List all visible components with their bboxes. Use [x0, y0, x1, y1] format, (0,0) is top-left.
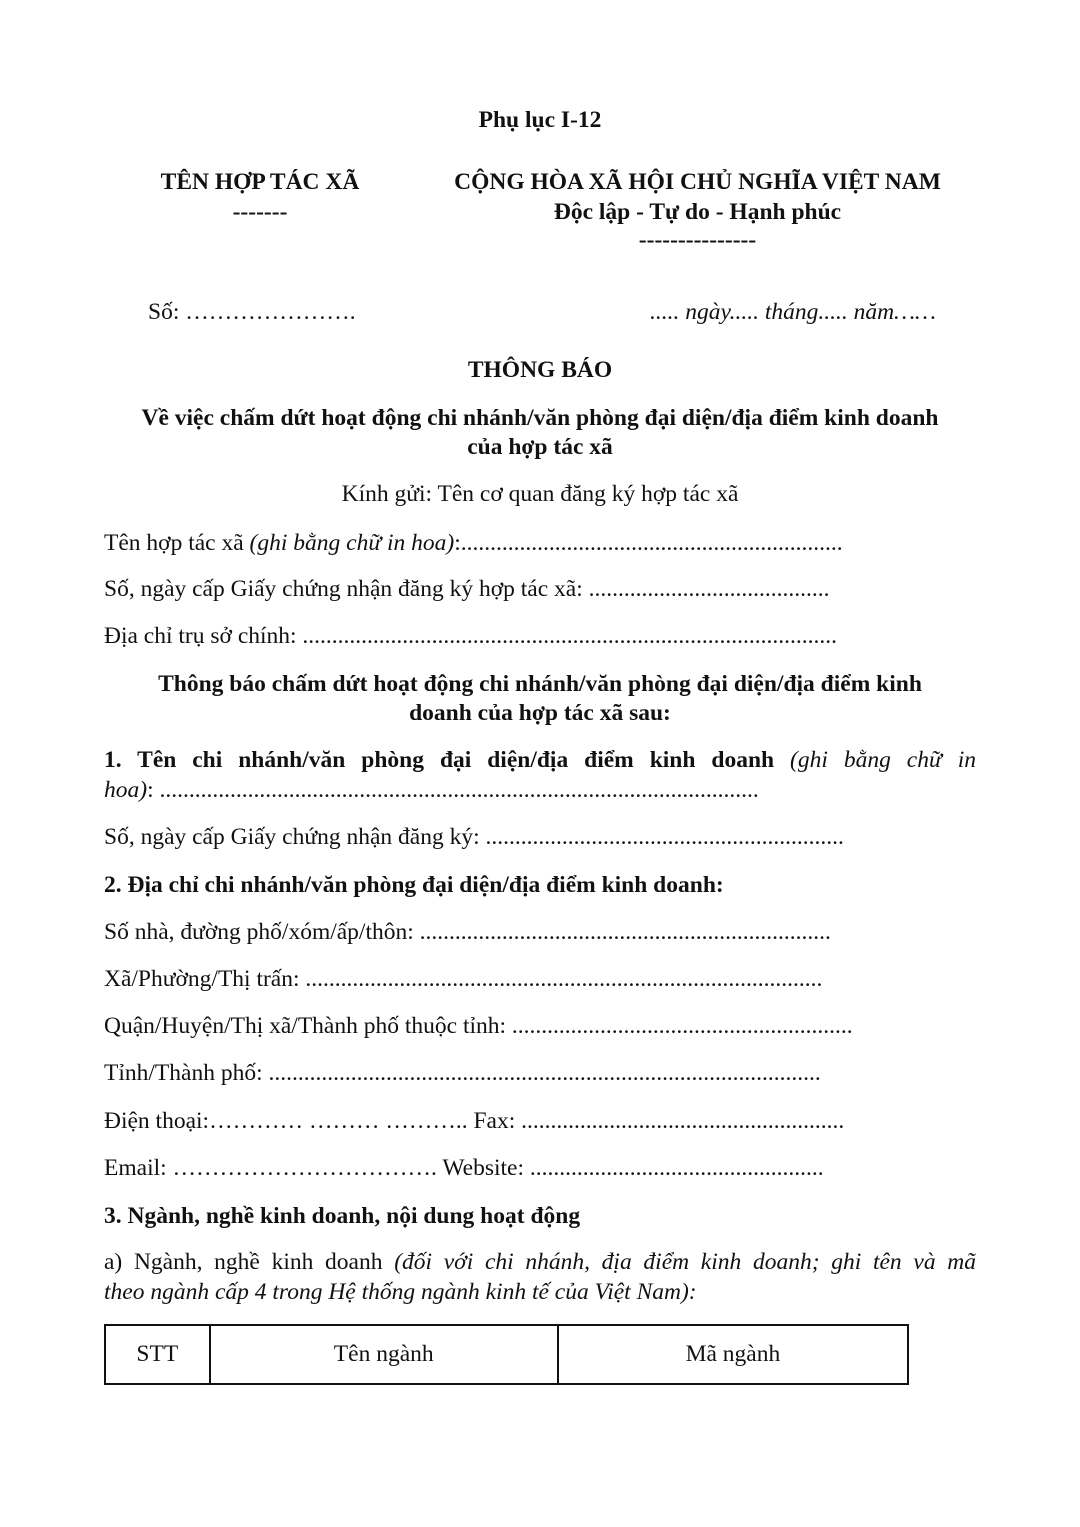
appendix-label: Phụ lục I-12 — [478, 107, 602, 133]
notice-line-2: doanh của hợp tác xã sau: — [409, 700, 671, 726]
document-date: ..... ngày..... tháng..... năm…… — [650, 299, 936, 325]
header-stt: STT — [105, 1325, 210, 1384]
table-header-row — [105, 1325, 908, 1384]
document-number: Số: …………………. — [148, 299, 356, 325]
email-website-field: Email: ……………………………. Website: .................................................. — [104, 1155, 824, 1181]
coop-cert-field: Số, ngày cấp Giấy chứng nhận đăng ký hợp tác xã: ......................................... — [104, 576, 830, 602]
subject-line-2: của hợp tác xã — [467, 434, 613, 460]
header-country: CỘNG HÒA XÃ HỘI CHỦ NGHĨA VIỆT NAM — [454, 169, 941, 195]
province-field: Tỉnh/Thành phố: .............................................................................................. — [104, 1060, 821, 1086]
header-motto: Độc lập - Tự do - Hạnh phúc — [553, 199, 842, 225]
section-2-heading: 2. Địa chỉ chi nhánh/văn phòng đại diện/địa điểm kinh doanh: — [104, 872, 724, 898]
section-1-name-dots: : ...................................................................................................... — [147, 777, 759, 803]
section-3a-note-2: theo ngành cấp 4 trong Hệ thống ngành kinh tế của Việt Nam): — [104, 1279, 697, 1305]
header-org-name: TÊN HỢP TÁC XÃ — [160, 169, 360, 195]
coop-name-field — [104, 529, 843, 557]
section-1-heading — [104, 746, 976, 774]
document-title: THÔNG BÁO — [467, 357, 613, 383]
trade-table — [104, 1324, 909, 1385]
recipient: Kính gửi: Tên cơ quan đăng ký hợp tác xã — [341, 481, 739, 507]
section-1-cert-field: Số, ngày cấp Giấy chứng nhận đăng ký: ............................................................. — [104, 824, 844, 850]
section-3a-label: a) Ngành, nghề kinh doanh — [104, 1249, 395, 1275]
section-3a-line-1 — [104, 1248, 976, 1276]
coop-name-label: Tên hợp tác xã — [104, 530, 250, 556]
district-field: Quận/Huyện/Thị xã/Thành phố thuộc tỉnh: .......................................................... — [104, 1013, 853, 1039]
header-trade-name: Tên ngành — [210, 1325, 558, 1384]
coop-name-note: (ghi bằng chữ in hoa) — [249, 530, 455, 556]
section-1-title: 1. Tên chi nhánh/văn phòng đại diện/địa điểm kinh doanh — [104, 747, 775, 773]
ward-field: Xã/Phường/Thị trấn: ........................................................................................ — [104, 966, 823, 992]
section-1-note: (ghi bằng chữ in — [790, 747, 977, 773]
street-field: Số nhà, đường phố/xóm/ấp/thôn: ...................................................................... — [104, 919, 831, 945]
header-trade-code: Mã ngành — [558, 1325, 908, 1384]
phone-fax-field: Điện thoại:………… ……… ……….. Fax: ....................................................... — [104, 1108, 845, 1134]
subject-line-1: Về việc chấm dứt hoạt động chi nhánh/văn phòng đại diện/địa điểm kinh doanh — [141, 405, 939, 431]
coop-address-field: Địa chỉ trụ sở chính: ........................................................................................... — [104, 623, 838, 649]
header-org-rule: ------- — [232, 199, 288, 225]
notice-line-1: Thông báo chấm dứt hoạt động chi nhánh/văn phòng đại diện/địa điểm kinh — [158, 671, 922, 697]
section-3a-note-1: (đối với chi nhánh, địa điểm kinh doanh; ghi tên và mã — [394, 1249, 976, 1275]
coop-name-dots: :................................................................. — [454, 530, 843, 556]
section-1-note-end: hoa) — [104, 777, 148, 803]
section-1-name-field — [104, 776, 759, 804]
header-motto-rule: --------------- — [638, 227, 757, 253]
section-3-heading: 3. Ngành, nghề kinh doanh, nội dung hoạt động — [104, 1203, 581, 1229]
